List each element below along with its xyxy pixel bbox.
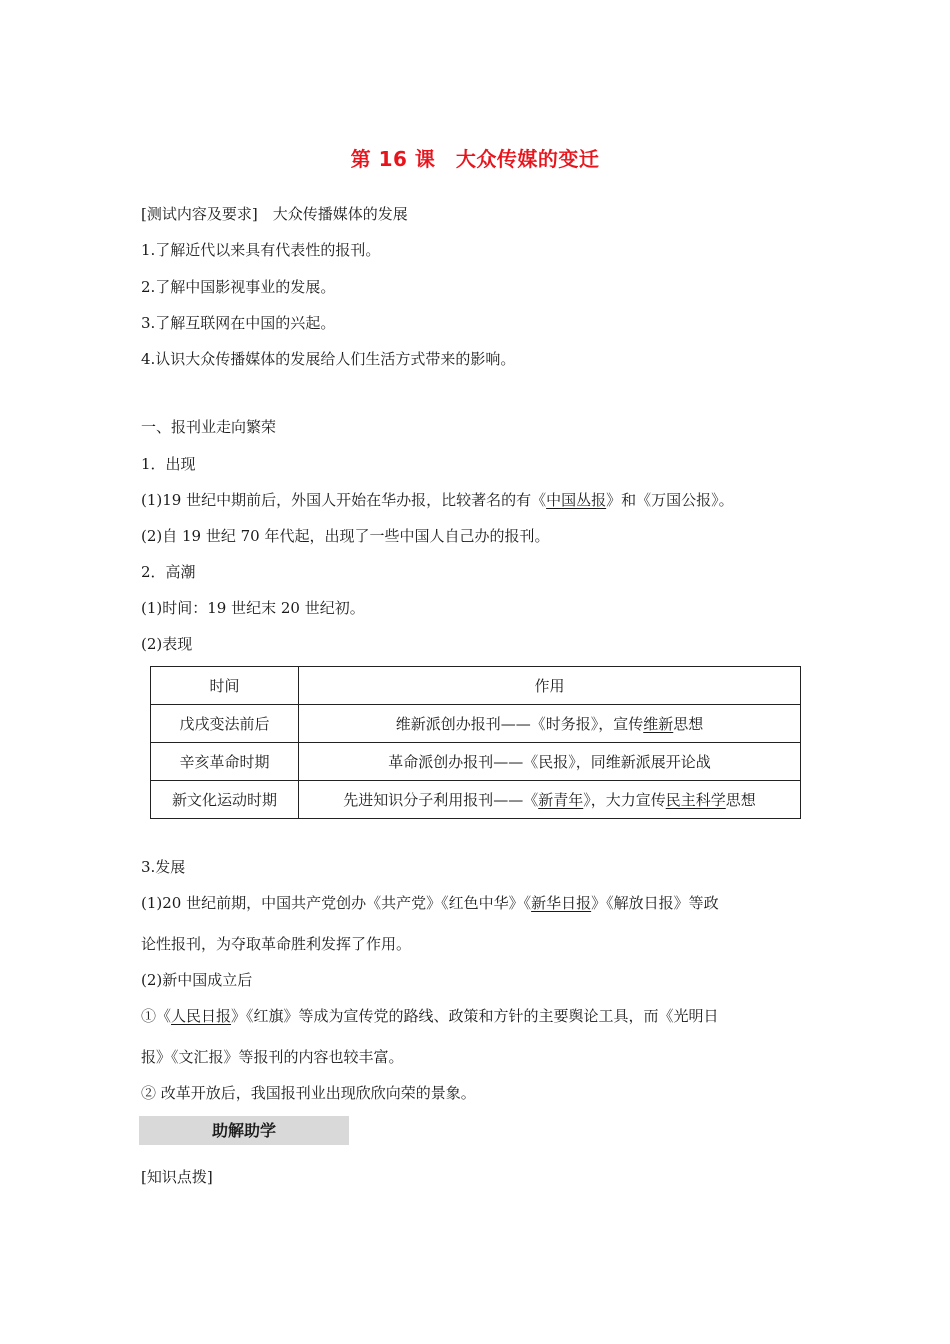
section-heading: 一、报刊业走向繁荣 bbox=[141, 418, 277, 436]
underlined-term: 人民日报 bbox=[171, 1007, 232, 1025]
subsection-heading: 2．高潮 bbox=[141, 563, 196, 581]
table-header-row bbox=[151, 667, 801, 705]
paragraph: 论性报刊，为夺取革命胜利发挥了作用。 bbox=[141, 935, 412, 953]
table-row bbox=[151, 781, 801, 819]
paragraph: (1)19 世纪中期前后，外国人开始在华办报，比较著名的有《中国丛报》和《万国公报》。 bbox=[141, 491, 734, 509]
paragraph: ①《人民日报》《红旗》等成为宣传党的路线、政策和方针的主要舆论工具，而《光明日 bbox=[141, 1007, 719, 1025]
table-row bbox=[151, 705, 801, 743]
table-header: 作用 bbox=[299, 667, 801, 705]
underlined-term: 新华日报 bbox=[531, 894, 592, 912]
table-header: 时间 bbox=[151, 667, 299, 705]
table-cell: 戊戌变法前后 bbox=[151, 705, 299, 743]
paragraph: (2)新中国成立后 bbox=[141, 971, 253, 989]
requirement-item: 3.了解互联网在中国的兴起。 bbox=[141, 314, 336, 332]
requirement-item: 4.认识大众传播媒体的发展给人们生活方式带来的影响。 bbox=[141, 350, 516, 368]
table-row bbox=[151, 743, 801, 781]
requirements-header: [测试内容及要求] 大众传播媒体的发展 bbox=[141, 205, 408, 223]
study-help-banner: 助解助学 bbox=[139, 1116, 349, 1145]
paragraph: (1)20 世纪前期，中国共产党创办《共产党》《红色中华》《新华日报》《解放日报》等政 bbox=[141, 894, 719, 912]
paragraph: (2)自 19 世纪 70 年代起，出现了一些中国人自己办的报刊。 bbox=[141, 527, 550, 545]
knowledge-heading: [知识点拨] bbox=[141, 1168, 213, 1186]
requirement-item: 1.了解近代以来具有代表性的报刊。 bbox=[141, 241, 381, 259]
table-cell: 辛亥革命时期 bbox=[151, 743, 299, 781]
paragraph: 报》《文汇报》等报刊的内容也较丰富。 bbox=[141, 1048, 404, 1066]
newspaper-table bbox=[150, 666, 801, 819]
requirement-item: 2.了解中国影视事业的发展。 bbox=[141, 278, 336, 296]
subsection-heading: 1．出现 bbox=[141, 455, 196, 473]
paragraph: ② 改革开放后，我国报刊业出现欣欣向荣的景象。 bbox=[141, 1084, 476, 1102]
table-cell: 维新派创办报刊——《时务报》，宣传维新思想 bbox=[299, 705, 801, 743]
underlined-term: 中国丛报 bbox=[546, 491, 607, 509]
table-cell: 革命派创办报刊——《民报》，同维新派展开论战 bbox=[299, 743, 801, 781]
paragraph: (2)表现 bbox=[141, 635, 193, 653]
table-cell: 新文化运动时期 bbox=[151, 781, 299, 819]
subsection-heading: 3.发展 bbox=[141, 858, 186, 876]
paragraph: (1)时间：19 世纪末 20 世纪初。 bbox=[141, 599, 365, 617]
table-cell: 先进知识分子利用报刊——《新青年》，大力宣传民主科学思想 bbox=[299, 781, 801, 819]
page-title: 第 16 课 大众传媒的变迁 bbox=[350, 147, 600, 171]
